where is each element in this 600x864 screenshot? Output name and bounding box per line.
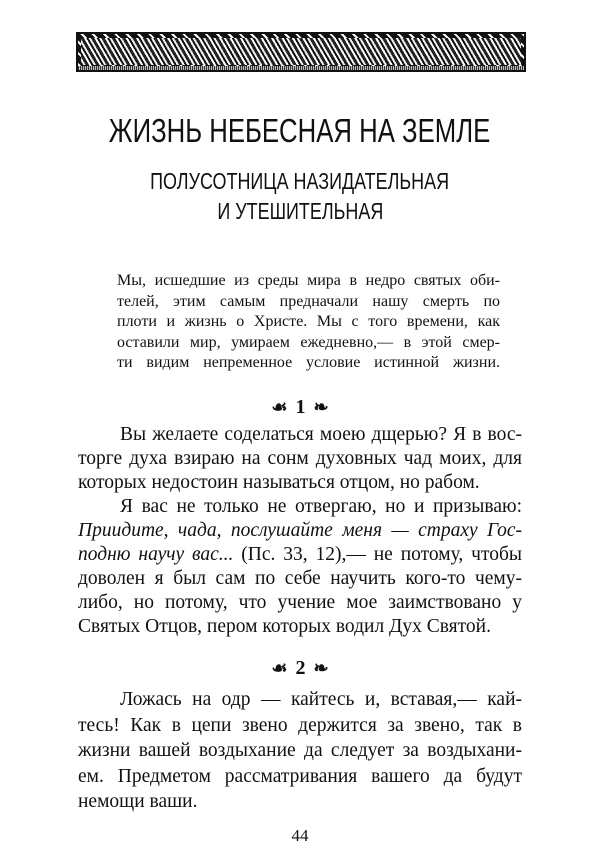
paragraph-line: Ложась на одр — кайтесь и, вставая,— кай- (120, 689, 522, 710)
paragraph-line (78, 543, 522, 567)
subtitle-text: ПОЛУСОТНИЦА НАЗИДАТЕЛЬНАЯ (150, 168, 450, 194)
right-ornament-icon: ❧ (313, 397, 329, 417)
left-ornament-icon: ☙ (271, 397, 288, 417)
section-number: 1 (295, 396, 306, 418)
left-ornament-icon: ☙ (271, 658, 288, 678)
epigraph-line: плоти и жизнь о Христе. Мы с того времени, как (117, 313, 500, 330)
page-title (0, 112, 600, 150)
epigraph-line: ти видим непременное условие истинной жизни. (117, 354, 500, 371)
paragraph-line: либо, но потому, что учение мое заимствовано у (78, 592, 522, 613)
section-1-text (78, 423, 522, 639)
subtitle-line-1 (0, 168, 600, 194)
epigraph (117, 271, 500, 374)
paragraph-line: торге духа взираю на сонм духовных чад моих, для (78, 448, 522, 469)
title-text: ЖИЗНЬ НЕБЕСНАЯ НА ЗЕМЛЕ (109, 112, 491, 149)
paragraph-line: тесь! Как в цепи звено держится за звено, так в (78, 714, 522, 736)
epigraph-line: Мы, исшедшие из среды мира в недро святых оби- (117, 272, 500, 289)
paragraph-line: Вы желаете соделаться моею дщерью? Я в вос- (120, 424, 522, 445)
ornament-base (78, 66, 524, 70)
epigraph-line: телей, этим самым предначали нашу смерть по (117, 292, 500, 310)
section-heading-1 (0, 396, 600, 418)
paragraph-line: которых недостоин называться отцом, но рабом. (78, 472, 480, 493)
subtitle-line-2 (0, 198, 600, 224)
right-ornament-icon: ❧ (313, 658, 329, 678)
paragraph-line: ем. Предметом рассматривания вашего да будут (78, 765, 522, 787)
paragraph-line: немощи ваши. (78, 791, 198, 812)
subtitle-text: И УТЕШИТЕЛЬНАЯ (217, 198, 383, 224)
citation: (Пс. 33, 12),— не потому, чтобы (233, 544, 523, 565)
paragraph-line: Святых Отцов, пером которых водил Дух Святой. (78, 616, 491, 637)
ornament-pattern (81, 38, 521, 65)
section-2-text (78, 687, 522, 815)
paragraph-line (78, 519, 522, 543)
page-number: 44 (291, 826, 309, 845)
scripture-quote: Приидите, чада, послушайте меня — страху Гос- (78, 520, 522, 541)
epigraph-line: оставили мир, умираем ежедневно,— в этой смер- (117, 333, 500, 351)
paragraph-line: жизни вашей воздыхание да следует за воздыхани- (78, 740, 522, 761)
scripture-quote: подню научу вас... (78, 544, 234, 565)
paragraph-line: Я вас не только не отвергаю, но и призываю: (120, 496, 522, 517)
decorative-header-band (76, 32, 526, 72)
section-number: 2 (295, 657, 306, 679)
paragraph-line: доволен я был сам по себе научить кого-то чему- (78, 568, 522, 589)
section-heading-2 (0, 657, 600, 679)
